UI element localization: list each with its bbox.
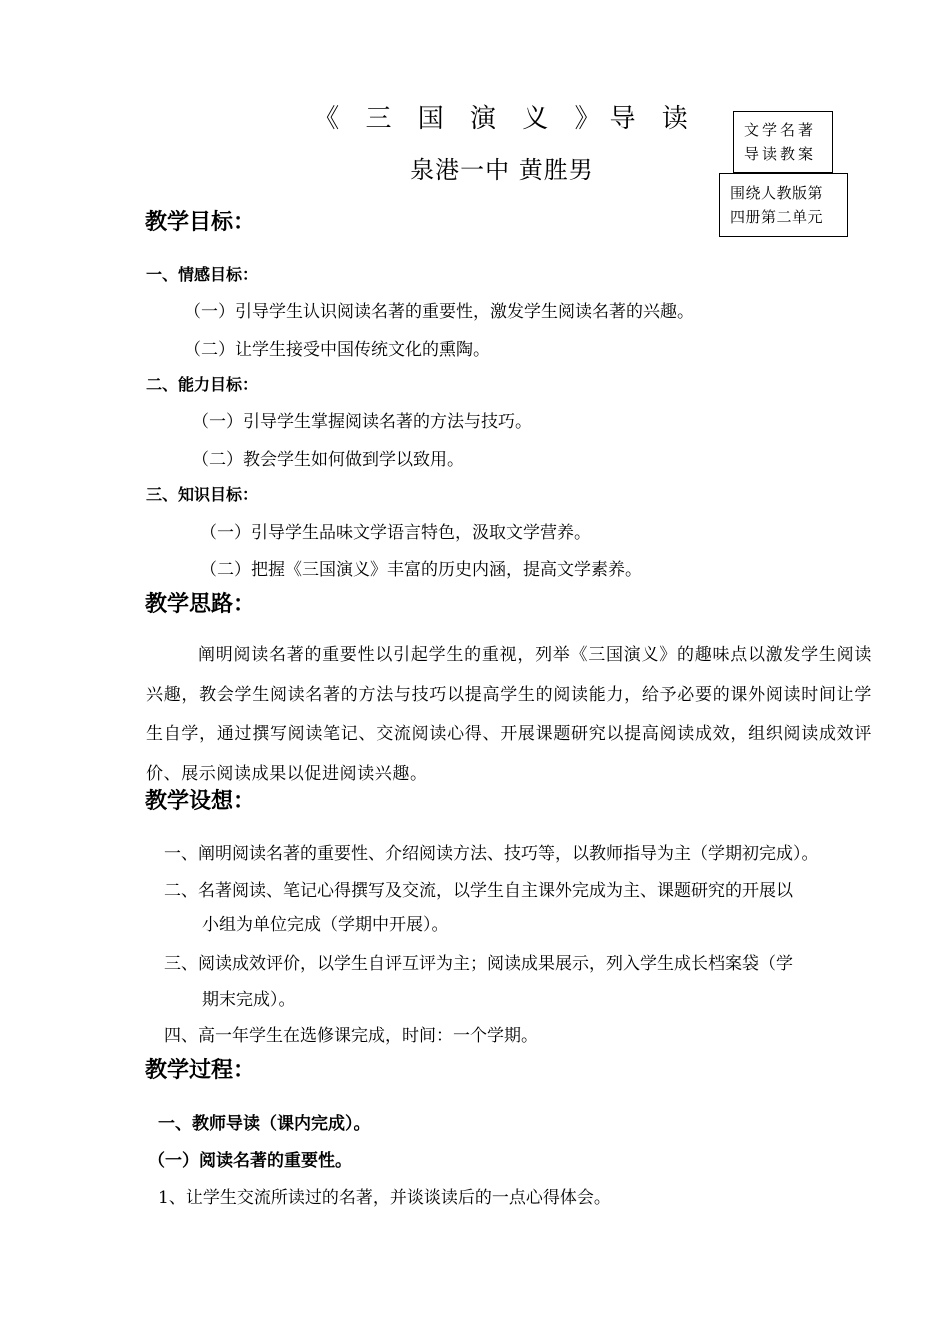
- design-item-1: 一、阐明阅读名著的重要性、介绍阅读方法、技巧等，以教师指导为主（学期初完成）。: [164, 844, 819, 864]
- design-item-2-line-1: 二、名著阅读、笔记心得撰写及交流，以学生自主课外完成为主、课题研究的开展以: [164, 881, 793, 901]
- knowledge-goals-heading: 三、知识目标：: [146, 485, 259, 504]
- process-substep-1: （一）阅读名著的重要性。: [148, 1151, 352, 1171]
- ability-goal-2: （二）教会学生如何做到学以致用。: [192, 450, 464, 470]
- knowledge-goal-1: （一）引导学生品味文学语言特色，汲取文学营养。: [200, 523, 591, 543]
- category-box: [733, 111, 833, 173]
- design-item-3-line-2: 期末完成）。: [202, 990, 296, 1010]
- design-item-2-line-2: 小组为单位完成（学期中开展）。: [202, 915, 449, 935]
- emotion-goal-2: （二）让学生接受中国传统文化的熏陶。: [184, 340, 490, 360]
- textbook-box: [719, 173, 848, 237]
- design-heading: 教学设想：: [145, 789, 256, 814]
- emotion-goal-1: （一）引导学生认识阅读名著的重要性，激发学生阅读名著的兴趣。: [184, 302, 694, 322]
- emotion-goals-heading: 一、情感目标：: [146, 265, 259, 284]
- ability-goals-heading: 二、能力目标：: [146, 375, 259, 394]
- design-item-3-line-1: 三、阅读成效评价，以学生自评互评为主；阅读成果展示，列入学生成长档案袋（学: [164, 954, 793, 974]
- process-point-1: 1、让学生交流所读过的名著，并谈谈读后的一点心得体会。: [158, 1188, 611, 1208]
- process-step-1: 一、教师导读（课内完成）。: [158, 1114, 371, 1134]
- textbook-box-line-2: 四册第二单元: [730, 208, 824, 226]
- approach-paragraph: 阐明阅读名著的重要性以引起学生的重视，列举《三国演义》的趣味点以激发学生阅读兴趣，教会学生阅读名著的方法与技巧以提高学生的阅读能力，给予必要的课外阅读时间让学生自学，通过撰写阅读笔记、交流阅读心得、开展课题研究以提高阅读成效，组织阅读成效评价、展示阅读成果以促进阅读兴趣。: [146, 645, 872, 784]
- ability-goal-1: （一）引导学生掌握阅读名著的方法与技巧。: [192, 412, 532, 432]
- knowledge-goal-2: （二）把握《三国演义》丰富的历史内涵，提高文学素养。: [200, 560, 642, 580]
- category-box-line-1: 文学名著: [744, 121, 817, 139]
- design-item-4: 四、高一年学生在选修课完成，时间：一个学期。: [164, 1026, 538, 1046]
- author-line: 泉港一中 黄胜男: [410, 156, 594, 184]
- textbook-box-line-1: 围绕人教版第: [730, 184, 824, 202]
- approach-heading: 教学思路：: [145, 592, 256, 617]
- goals-heading: 教学目标：: [145, 210, 256, 235]
- category-box-line-2: 导读教案: [744, 145, 817, 163]
- document-title: 《 三 国 演 义 》导 读: [313, 104, 697, 134]
- process-heading: 教学过程：: [145, 1058, 256, 1083]
